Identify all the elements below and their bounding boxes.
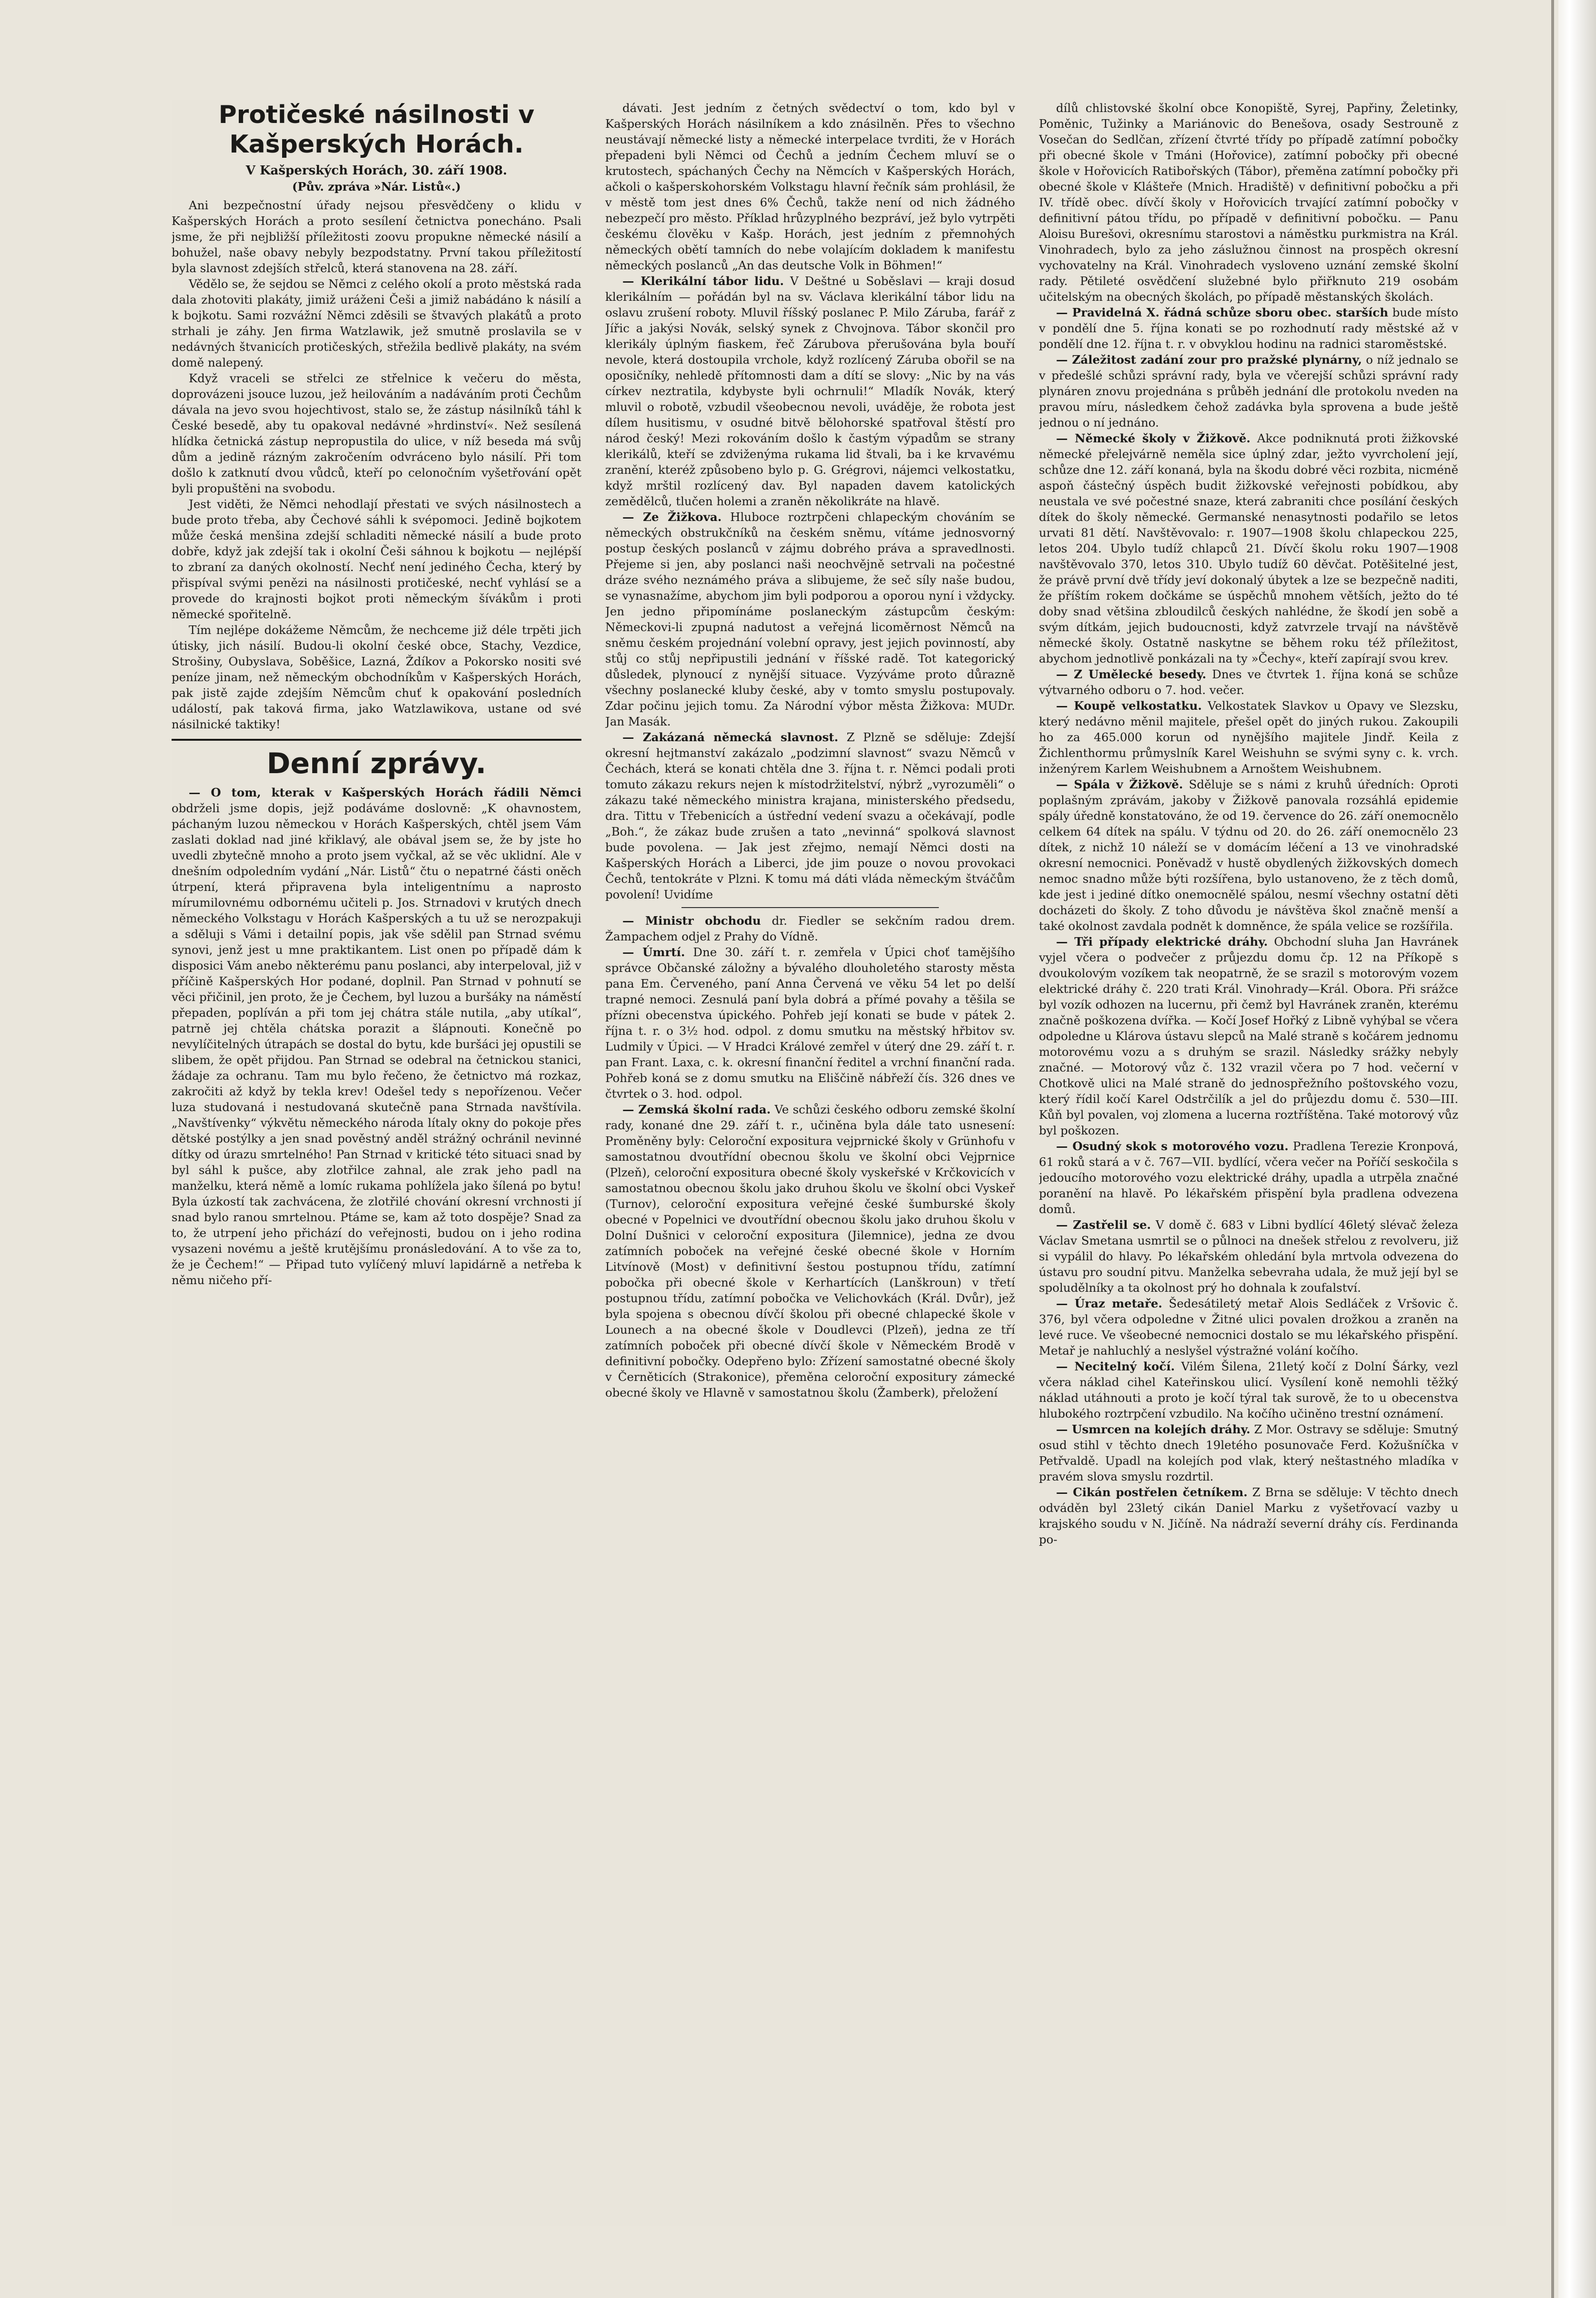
news-text: Z Mor. Ostravy se sděluje: Smutný osud stihl v těchto dnech 19letého posunovače Ferd. Kožušníčka v Petřvaldě. Upadl na kolejích pod vlak, který neštastného mladíka v pravém slova smyslu rozdrtil. <box>1039 1422 1458 1483</box>
news-lead: — Zemská školní rada. <box>622 1103 771 1116</box>
news-lead: — Zakázaná německá slavnost. <box>622 730 838 744</box>
news-text: Ve schůzi českého odboru zemské školní rady, konané dne 29. září t. r., učiněna byla dále tato usnesení: Proměněny byly: Celoroční expositura vejprnické školy v Grünhofu v samostatnou dvoutřídní obecnou školu ve školní obci Vejprnice (Plzeň), celoroční expositura obecné školy vyskeřské v Krčkovicích v samostatnou obecnou školu jako druhou školu ve školní obci Vyskeř (Turnov), celoroční expositura veřejné české šumburské školy obecné v Popelnici ve dvoutřídní obecnou školu jako druhou školu v Dolní Dušnici v celoroční expositura (Jilemnice), jedna ze dvou zatímních poboček na veřejné české obecné škole v Horním Litvínově (Most) v definitivní šestou postupnou třídu, zatímní pobočka při obecné škole v Kerhartících (Lanškroun) v třetí postupnou třídu, zatímní pobočka ve Velichovkách (Král. Dvůr), jež byla spojena s obecnou dívčí školou při obecné chlapecké škole v Lounech a na obecné škole v Doudlevci (Plzeň), jedna ze tří zatímních poboček při obecné dívčí škole v Německém Brodě v definitivní pobočky. Odepřeno bylo: Zřízení samostatné obecné školy v Černěticích (Strakonice), přeměna celoroční expositury zámecké obecné školy ve Hlavně v samostatnou školu (Žamberk), přeložení <box>605 1103 1015 1399</box>
news-item <box>1039 352 1458 430</box>
news-item <box>172 785 581 1288</box>
news-text: Pradlena Terezie Kronpová, 61 roků stará a v č. 767—VII. bydlící, včera večer na Poříčí seskočila s jedoucího motorového vozu elektrické dráhy, upadla a utrpěla značné poranění na hlavě. Po lékařském přispění byla pradlena odvezena domů. <box>1039 1139 1458 1216</box>
news-item <box>1039 698 1458 776</box>
news-item <box>1039 666 1458 698</box>
news-item <box>1039 1358 1458 1421</box>
news-text: Z Plzně se sděluje: Zdejší okresní hejtmanství zakázalo „podzimní slavnost“ svazu Němců v Čechách, která se konati chtěla dne 3. října t. r. Němci podali proti tomuto zákazu rekurs nejen k místodržitelství, nýbrž „vyrozuměli“ o zákazu také německého ministra krajana, ministerského předsedu, dra. Tittu v Třebenicích a ústřední vedení svazu a očekávají, podle „Boh.“, že zákaz bude zrušen a tato „nevinná“ spolková slavnost bude povolena. — Jak jest zřejmo, nemají Němci dosti na Kašperských Horách a Liberci, jde jim pouze o novou provokaci Čechů, tentokráte v Plzni. K tomu má dáti vláda německým štváčům povolení! Uvidíme <box>605 730 1015 901</box>
news-lead: — Cikán postřelen četníkem. <box>1056 1485 1248 1499</box>
news-lead: — O tom, kterak v Kašperských Horách řádili Němci <box>189 786 581 799</box>
news-item <box>1039 1217 1458 1296</box>
news-text: Hluboce roztrpčeni chlapeckým chováním se německých obstrukčníků na českém sněmu, vítáme jednosvorný postup českých poslanců v zájmu dobrého práva a spravedlnosti. Přejeme si jen, aby poslanci naši neochvějně setrvali na počestné dráze svého neznámého práva a slibujeme, že seč síly naše budou, se vynasnažíme, abychom jim byli podporou a oporou nyní i vždycky. Jen jedno připomínáme poslaneckým zástupcům českým: Německovi-li zpupná nadutost a veřejná licoměrnost Němců na sněmu českém projednání volební opravy, jest jejich povinností, aby stůj co stůj nepřipustili jednání v říšské radě. Tot kategorický důsledek, plynoucí z nynější situace. Vyzýváme proto důrazně všechny poslanecké kluby české, aby v tomto smyslu postupovaly. Zdar počinu jejich tomu. Za Národní výbor města Žižkova: MUDr. Jan Masák. <box>605 510 1015 728</box>
scan-margin <box>1558 0 1596 2298</box>
news-text: dílů chlistovské školní obce Konopiště, Syrej, Papřiny, Želetinky, Poměnic, Tužinky a Mariánovic do Benešova, osady Sestrouně z Vosečan do Sedlčan, zřízení čtvrté třídy po případě zatímní pobočky při obecné škole v Tmáni (Hořovice), zatímní pobočky při obecné škole v Hořovicích Ratibořských (Tábor), přeměna zatímní pobočky při obecné škole v Klášteře (Mnich. Hradiště) v definitivní pobočku a při IV. třídě obec. dívčí školy v Hořovicích trvající zatímní pobočky v definitivní pátou třídu, po případě v definitivní pobočku. — Panu Aloisu Burešovi, okresnímu starostovi a náměstku purkmistra na Král. Vinohradech, bylo za jeho záslužnou činnost na prospěch okresní vychovatelny na Král. Vinohradech vysloveno uznání zemské školní rady. Pětileté osvědčení služebné bylo přiřknuto 219 osobám učitelským na obecných školách, po případě městanských školách. <box>1039 101 1458 304</box>
column-1 <box>172 100 581 2212</box>
news-text: Dne 30. září t. r. zemřela v Úpici choť tamějšího správce Občanské záložny a bývalého dlouholetého starosty města pana Em. Červeného, paní Anna Červená ve věku 54 let po delší trapné nemoci. Zesnulá paní byla dobrá a přímé povahy a těšila se přízni obecenstva úpického. Pohřeb její konati se bude v pátek 2. října t. r. o 3½ hod. odpol. z domu smutku na městský hřbitov sv. Ludmily v Úpici. — V Hradci Králové zemřel v úterý dne 29. září t. r. pan Frant. Laxa, c. k. okresní finanční ředitel a vrchní finanční rada. Pohřeb koná se z domu smutku na Eliščině nábřeží čís. 326 dnes ve čtvrtek o 3. hod. odpol. <box>605 945 1015 1101</box>
article-paragraph: Ani bezpečnostní úřady nejsou přesvědčeny o klidu v Kašperských Horách a proto sesílení četnictva ponecháno. Psali jsme, že při nejbližší příležitosti zoovu propukne německé násilí a bohužel, naše obavy nebyly bezpodstatny. První takou příležitostí byla slavnost zdejších střelců, která stanovena na 28. září. <box>172 198 581 275</box>
news-item <box>605 1102 1015 1400</box>
news-item <box>1039 1138 1458 1217</box>
news-item <box>1039 1296 1458 1358</box>
news-lead: — Německé školy v Žižkově. <box>1056 431 1250 445</box>
section-title: Denní zprávy. <box>172 739 581 782</box>
newspaper-page <box>172 100 1506 2226</box>
news-text: obdrželi jsme dopis, jejž podáváme doslovně: „K ohavnostem, páchaným luzou německou v Horách Kašperských, chtěl jsem Vám zaslati doklad nad jiné křiklavý, ale obával jsem se, že by jste ho uvedli zbytečně mnoho a proto jsem vyčkal, až se věc uklidní. Ale v dnešním odpoledním vydání „Nár. Listů“ čtu o nepatrné části oněch útrpení, která připravena byla inteligentnímu a naprosto mírumilovnému odbornému učiteli p. Jos. Strnadovi v krutých dnech německého Volkstagu v Horách Kašperských a tu už se nerozpakuji a sděluji s Vámi i detailní popis, jak vše sdělil pan Strnad svému synovi, jenž jest u mne praktikantem. List onen po případě dám k disposici Vám anebo některému panu poslanci, aby interpeloval, již v příčině Kašperských Hor podané, doplnil. Pan Strnad v pohnutí se věci přičinil, jen proto, že je Čechem, byl luzou a buršáky na náměstí přepaden, poplíván a při tom jej chátra stále nutila, „aby utíkal“, patrně jej chtěla chátska porazit a šlápnouti. Konečně po nevylíčitelných útrapách se dostal do bytu, kde buršáci jej opustili se slibem, že opět přijdou. Pan Strnad se odebral na četnickou stanici, žádaje za ochranu. Tam mu bylo řečeno, že četnictvo má rozkaz, zakročiti až když by tekla krev! Odešel tedy s nepořízenou. Večer luza studovaná i nestudovaná skutečně pana Strnada navštívila. „Navštívenky“ výkvětu německého národa lítaly okny do pokoje přes dětské postýlky a jen snad pověstný anděl strážný ochránil nevinné dítky od úrazu smrtelného! Pan Strnad v kritické této situaci snad by byl sáhl k pušce, aby zlotřilce zahnal, ale zrak jeho padl na manželku, která němě a lomíc rukama pohlížela jako šílená po bytu! Byla úzkostí tak zachvácena, že zlotřilé chování okresní vrchnosti jí snad bylo ranou smrtelnou. Ptáme se, kam až toto dospěje? Snad za to, že utrpení jeho přichází do veřejnosti, budou on i jeho rodina vysazeni novému a ještě krutějšímu pronásledování. A to vše za to, že je Čechem!“ — Připad tuto vylíčený mluví lapidárně a netřeba k němu ničeho pří- <box>172 801 581 1287</box>
news-item <box>1039 1484 1458 1547</box>
news-lead: — Klerikální tábor lidu. <box>622 274 784 288</box>
news-item <box>605 273 1015 509</box>
news-text: o níž jednalo se v předešlé schůzi správní rady, byla ve včerejší schůzi správní rady plynáren znovu projednána s průběh jednání dle protokolu nveden na pravou míru, následkem čehož zadávka byla sprovena a bude ještě jednou o ní jednáno. <box>1039 353 1458 429</box>
news-text: Obchodní sluha Jan Havránek vyjel včera o podvečer z průjezdu domu čp. 12 na Příkopě s dvoukolovým vozíkem tak neopatrně, že se srazil s motorovým vozem elektrické dráhy č. 220 trati Král. Vinohrady—Král. Obora. Při srážce byl vozík odhozen na lucernu, při čemž byl Havránek zraněn, kterému značně poškozena dvířka. — Kočí Josef Hořký z Libně vyhýbal se včera odpoledne u Klárova ústavu slepců na Malé straně s kočárem jednomu motorovému vozu a s druhým se srazil. Následky srážky nebyly značné. — Motorový vůz č. 132 vrazil včera po 7 hod. večerní v Chotkově ulici na Malé straně do jednospřežního poštovského vozu, který řídil kočí Karel Odstrčilík a jel do průjezdu domu č. 530—III. Kůň byl povalen, voj zlomena a lucerna roztříštěna. Také motorový vůz byl poškozen. <box>1039 935 1458 1137</box>
news-lead: — Úmrtí. <box>622 945 685 959</box>
page-edge-shadow <box>1551 0 1554 2298</box>
news-item <box>605 913 1015 944</box>
article-source: (Pův. zpráva »Nár. Listů«.) <box>292 180 461 194</box>
news-lead: — Zastřelil se. <box>1056 1218 1151 1232</box>
news-item <box>1039 776 1458 934</box>
news-text: bude místo v pondělí dne 5. října konati se po rozhodnutí rady městské až v pondělí dne 12. října t. r. v obvyklou hodinu na radnici staroměstské. <box>1039 306 1458 351</box>
news-text: Z Brna se sděluje: V těchto dnech odváděn byl 23letý cikán Daniel Marku z vyšetřovací vazby u krajského soudu v N. Jičíně. Na nádraží severní dráhy cís. Ferdinanda po- <box>1039 1485 1458 1546</box>
news-item <box>605 509 1015 729</box>
news-item <box>1039 1421 1458 1484</box>
news-lead: — Ministr obchodu <box>622 914 761 928</box>
news-lead: — Tři případy elektrické dráhy. <box>1056 935 1268 949</box>
news-lead: — Usmrcen na kolejích dráhy. <box>1056 1422 1250 1436</box>
column-3 <box>1039 100 1458 2212</box>
news-text: Dnes ve čtvrtek 1. října koná se schůze výtvarného odboru o 7. hod. večer. <box>1039 667 1458 697</box>
news-item <box>605 729 1015 902</box>
article-paragraph: Jest viděti, že Němci nehodlají přestati ve svých násilnostech a bude proto třeba, aby Čechové sáhli k svépomoci. Jedině bojkotem může česká menšina zdejší schladiti německé násilí a bude proto dobře, když jak zdejší tak i okolní Češi sáhnou k bojkotu — nejlépší to zbraní za daných okolností. Nechť není jediného Čecha, který by přispíval svými penězi na násilnosti protičeské, nechť vyhlásí se a provede do krajnosti bojkot proti německým šívákům i proti německé spořitelně. <box>172 497 581 621</box>
news-text: V Deštné u Soběslavi — kraji dosud klerikálním — pořádán byl na sv. Václava klerikální tábor lidu na oslavu zrušení roboty. Mluvil říšský poslanec P. Milo Záruba, farář z Jířic a jakýsi Novák, selský synek z Chvojnova. Tábor skončil pro klerikály úplným fiaskem, řeč Zárubova přerušována byla bouří nevole, která dostoupila vrchole, když rozlícený Záruba obořil se na oposičníky, nehledě přítomnosti dam a dítí se slovy: „Nic by na vás církev neztratila, kdybyste byli ochrnuli!“ Mladík Novák, který mluvil o robotě, vzbudil všeobecnou nevoli, uváděje, že robota jest dílem husitismu, v osudné bitvě bělohorské spatřoval štěstí pro národ český! Mezi rokováním došlo k častým výpadům se strany klerikálů, kteří se zdviženýma rukama lid štvali, ba i ke krvavému zranění, kteréž způsobeno bylo p. G. Grégrovi, nájemci velkostatku, když mrštil rozlícený dav. Byl napaden davem katolických zemědělců, tlučen holemi a zraněn několikráte na hlavě. <box>605 274 1015 508</box>
news-text: Vilém Šilena, 21letý kočí z Dolní Šárky, vezl včera náklad cihel Kateřinskou ulicí. Vysílení koně nemohli těžký náklad utáhnouti a proto je kočí týral tak surově, že to u obecenstva hlubokého roztrpčení vzbudilo. Na kočího učiněno trestní oznámení. <box>1039 1359 1458 1420</box>
news-lead: — Úraz metaře. <box>1056 1297 1162 1310</box>
article-dateline: V Kašperských Horách, 30. září 1908. <box>245 163 508 178</box>
news-item <box>605 100 1015 273</box>
news-item <box>605 944 1015 1102</box>
news-item <box>1039 934 1458 1138</box>
news-text: Velkostatek Slavkov u Opavy ve Slezsku, který nedávno měnil majitele, přešel opět do jiných rukou. Zakoupili ho za 465.000 korun od nynějšího majitele Jindř. Keila z Žichlenthormu průmyslník Karel Weishuhn se svými syny c. k. vrch. inženýrem Karlem Weishubnem a Arnoštem Weishubnem. <box>1039 699 1458 776</box>
news-lead: — Necitelný kočí. <box>1056 1359 1175 1373</box>
column-2 <box>605 100 1015 2212</box>
news-item <box>1039 430 1458 666</box>
divider <box>681 907 939 908</box>
article-paragraph: Vědělo se, že sejdou se Němci z celého okolí a proto městská rada dala zhotoviti plakáty, jimiž uráženi Češi a jimiž nabádáno k násilí a k bojkotu. Sami rozvážní Němci zděsili se štvavých plakátů a proto strhali je záhy. Jen firma Watzlawik, jež smutně proslavila se v nedávných štvanicích protičeských, střežila bedlivě plakáty, na svém domě nalepený. <box>172 277 581 369</box>
news-lead: — Koupě velkostatku. <box>1056 699 1202 713</box>
news-text: Sděluje se s námi z kruhů úředních: Oproti poplašným zprávám, jakoby v Žižkově panovala rozsáhlá epidemie spály úředně konstatováno, že od 19. července do 26. září onemocnělo celkem 64 dítek na spálu. V týdnu od 20. do 26. září onemocnělo 23 dítek, z nichž 10 náleží se v domácím léčení a 13 ve vinohradské okresní nemocnici. Poněvadž v hustě obydlených žižkovských domech nemoc snadno může býti rozšířena, bylo ustanoveno, že z těch domů, kde jest i jediné dítko onemocnělé spálou, nesmí všechny ostatní děti docházeti do školy. Z toho důvodu je návštěva škol značně menší a také okolnost zavdala podnět k domněnce, že spála velice se rozšířila. <box>1039 777 1458 933</box>
news-lead: — Z Umělecké besedy. <box>1056 667 1207 681</box>
news-lead: — Spála v Žižkově. <box>1056 777 1183 791</box>
news-text: Šedesátiletý metař Alois Sedláček z Vršovic č. 376, byl včera odpoledne v Žitné ulici povalen drožkou a zraněn na levé ruce. Ve všeobecné nemocnici dostalo se mu lékařského přispění. Metař je nahluchlý a neslyšel výstražné volání kočího. <box>1039 1297 1458 1358</box>
news-text: dr. Fiedler se sekčním radou drem. Žampachem odjel z Prahy do Vídně. <box>605 914 1015 943</box>
article-paragraph: Když vraceli se střelci ze střelnice k večeru do města, doprovázeni jsouce luzou, jež heilováním a nadáváním proti Čechům dávala na jevo svou hojechtivost, stalo se, že zástup násilníků táhl k České besedě, aby tu opakoval nedávné »hrdinství«. Než sesílená hlídka četnická zástup nepropustila do ulice, v níž beseda má svůj dům a jedině rázným zakročením odvráceno bylo násilí. Při tom došlo k zatknutí dvou vůdců, kteří po celonočním vyšetřování opět byli propuštěni na svobodu. <box>172 371 581 495</box>
news-lead: — Osudný skok s motorového vozu. <box>1056 1139 1289 1153</box>
news-item <box>1039 305 1458 352</box>
news-text: Akce podniknutá proti žižkovské německé přelejvárně neměla sice úplný zdar, ježto vyvrcholení její, schůze dne 12. září konaná, byla na škodu dobré věci rozbita, nicméně aspoň částečný úspěch budit žižkovské veřejnosti pobídkou, aby neustala ve své počestné snaze, která zabraniti chce posílání českých dítek do školy německé. Germanské nenasytnosti podařilo se letos urvati 81 dětí. Navštěvovalo: r. 1907—1908 školu chlapeckou 225, letos 204. Ubylo tudíž chlapců 21. Dívčí školu roku 1907—1908 navštěvovalo 370, letos 310. Ubylo tudíž 60 děvčat. Potěšitelné jest, že právě první dvě třídy jeví dokonalý úbytek a lze se bezpečně naditi, že příštím rokem dočkáme se úspěchů mnohem větších, ježto do té doby snad většina zbloudilců českých nahlédne, že škodí jen sobě a svým dítkám, jejich budoucnosti, když zatvrzele trvají na návštěvě německé školy. Ostatně naskytne se během roku též příležitost, abychom jednotlivě ponkázali na ty »Čechy«, kteří zapírají svou krev. <box>1039 431 1458 665</box>
news-item <box>1039 100 1458 305</box>
news-lead: — Pravidelná X. řádná schůze sboru obec. starších <box>1056 306 1389 319</box>
news-lead: — Záležitost zadání zour pro pražské plynárny, <box>1056 353 1362 367</box>
article-headline: Protičeské násilnosti v Kašperských Horách. <box>218 101 535 159</box>
news-text: dávati. Jest jedním z četných svědectví o tom, kdo byl v Kašperských Horách násilníkem a kdo znásilněn. Přes to všechno neustávají německé listy a německé interpelace tvrditi, že v Horách přepadeni byli Němci od Čechů a jedním Čechem mluví se o krutostech, spáchaných Čechy na Němcích v Kašperských Horách, ačkoli o kašperskohorském Volkstagu hlavní řečník sám prohlásil, že v městě tom jest dnes 6% Čechů, takže není od nich žádného nebezpečí pro město. Příklad hrůzyplného bezpráví, jež bylo vytrpěti českému člověku v Kašp. Horách, jest jedním z přemnohých německých obětí tamních do nebe volajícím dokladem k manifestu německých poslanců „An das deutsche Volk in Böhmen!“ <box>605 101 1015 272</box>
article-paragraph: Tím nejlépe dokážeme Němcům, že nechceme již déle trpěti jich útisky, jich násilí. Budou-li okolní české obce, Stachy, Vezdice, Strošiny, Oubyslava, Soběšice, Lazná, Ždíkov a Pokorsko nositi své peníze jinam, než německým obchodníkům v Kašperských Horách, pak jistě zajde zdejším Němcům chuť k opakování posledních událostí, pak taková firma, jako Watzlawikova, ustane od své násilnické taktiky! <box>172 623 581 731</box>
news-text: V domě č. 683 v Libni bydlící 46letý slévač železa Václav Smetana usmrtil se o půlnoci na dnešek střelou z revolveru, již si vypálil do hlavy. Po lékařském ohledání byla mrtvola odvezena do ústavu pro soudní pitvu. Manželka sebevraha udala, že muž její byl se spoludělníky a ta okolnost prý ho dohnala k zoufalství. <box>1039 1218 1458 1295</box>
news-lead: — Ze Žižkova. <box>622 510 722 524</box>
